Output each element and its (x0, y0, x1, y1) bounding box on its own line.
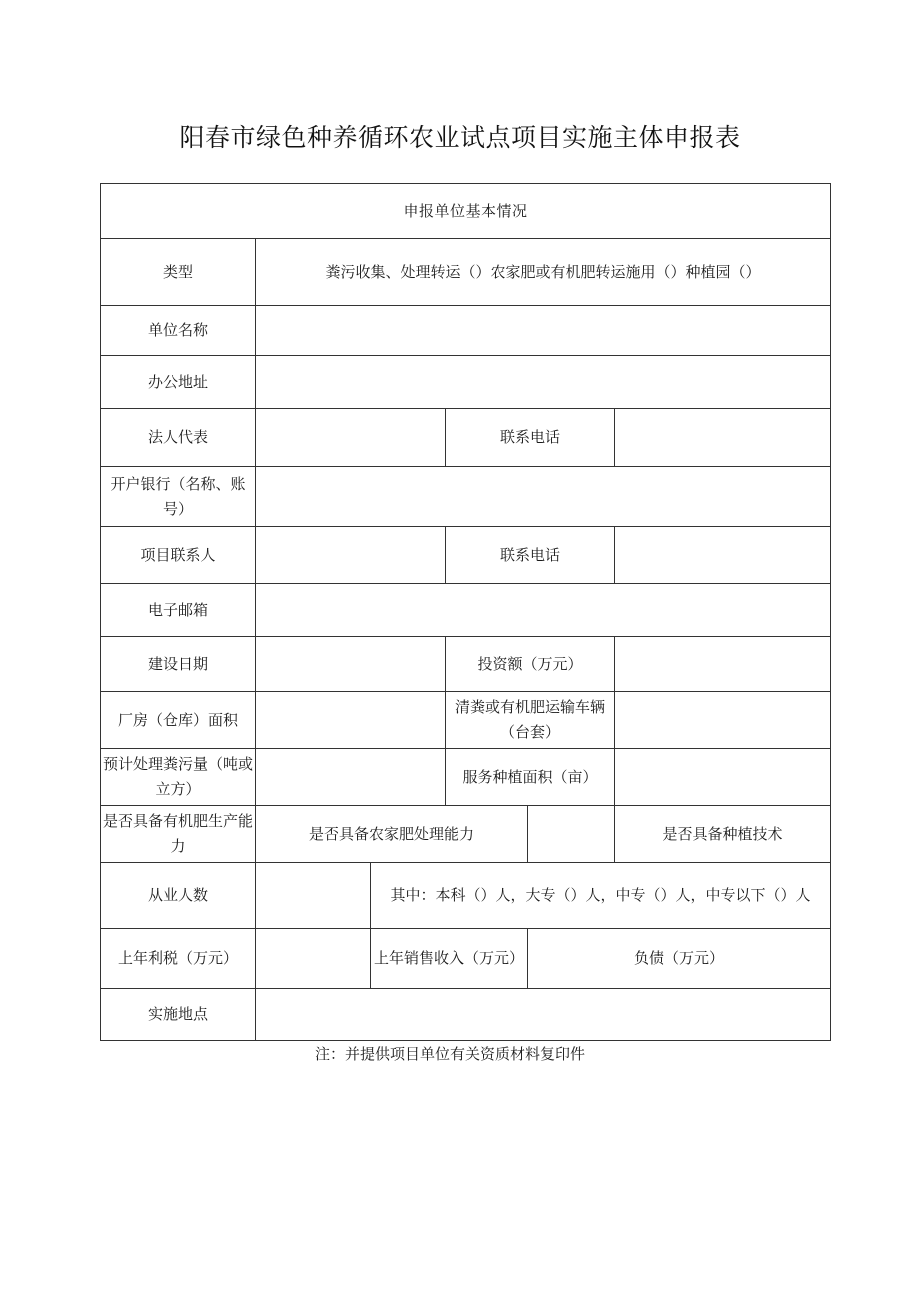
manure-volume-field[interactable] (256, 749, 446, 806)
investment-field[interactable] (615, 637, 831, 692)
manure-volume-row (101, 749, 831, 806)
project-contact-label: 项目联系人 (101, 527, 256, 584)
planting-area-field[interactable] (615, 749, 831, 806)
planting-tech-label: 是否具备种植技术 (615, 806, 831, 863)
email-label: 电子邮箱 (101, 584, 256, 637)
type-label: 类型 (101, 239, 256, 306)
bank-field[interactable] (256, 467, 831, 527)
investment-label: 投资额（万元） (446, 637, 615, 692)
organic-fertilizer-capability-label: 是否具备有机肥生产能力 (101, 806, 256, 863)
section-header-row (101, 184, 831, 239)
email-row (101, 584, 831, 637)
capability-row (101, 806, 831, 863)
build-date-label: 建设日期 (101, 637, 256, 692)
build-date-row (101, 637, 831, 692)
employees-breakdown[interactable]: 其中：本科（）人，大专（）人，中专（）人，中专以下（）人 (371, 863, 831, 929)
tax-label: 上年利税（万元） (101, 929, 256, 989)
site-row (101, 989, 831, 1041)
factory-area-field[interactable] (256, 692, 446, 749)
factory-area-row (101, 692, 831, 749)
manure-volume-label: 预计处理粪污量（吨或立方） (101, 749, 256, 806)
debt-label: 负债（万元） (528, 929, 831, 989)
project-contact-row (101, 527, 831, 584)
project-contact-phone-field[interactable] (615, 527, 831, 584)
legal-rep-phone-label: 联系电话 (446, 409, 615, 467)
vehicles-field[interactable] (615, 692, 831, 749)
tax-field[interactable] (256, 929, 371, 989)
office-address-field[interactable] (256, 356, 831, 409)
unit-name-field[interactable] (256, 306, 831, 356)
section-header: 申报单位基本情况 (101, 184, 831, 239)
farm-manure-capability-label: 是否具备农家肥处理能力 (256, 806, 528, 863)
vehicles-label: 清粪或有机肥运输车辆（台套） (446, 692, 615, 749)
footnote: 注：并提供项目单位有关资质材料复印件 (314, 1045, 585, 1063)
unit-name-label: 单位名称 (101, 306, 256, 356)
legal-rep-phone-field[interactable] (615, 409, 831, 467)
legal-rep-row (101, 409, 831, 467)
email-field[interactable] (256, 584, 831, 637)
factory-area-label: 厂房（仓库）面积 (101, 692, 256, 749)
type-row (101, 239, 831, 306)
legal-rep-label: 法人代表 (101, 409, 256, 467)
employees-label: 从业人数 (101, 863, 256, 929)
planting-area-label: 服务种植面积（亩） (446, 749, 615, 806)
finance-row (101, 929, 831, 989)
farm-manure-capability-field[interactable] (528, 806, 615, 863)
office-address-row (101, 356, 831, 409)
page-title: 阳春市绿色种养循环农业试点项目实施主体申报表 (179, 123, 741, 152)
project-contact-phone-label: 联系电话 (446, 527, 615, 584)
site-field[interactable] (256, 989, 831, 1041)
legal-rep-field[interactable] (256, 409, 446, 467)
unit-name-row (101, 306, 831, 356)
bank-label: 开户银行（名称、账号） (101, 467, 256, 527)
office-address-label: 办公地址 (101, 356, 256, 409)
employees-field[interactable] (256, 863, 371, 929)
site-label: 实施地点 (101, 989, 256, 1041)
application-form-table (100, 183, 831, 1041)
build-date-field[interactable] (256, 637, 446, 692)
employees-row (101, 863, 831, 929)
type-options[interactable]: 粪污收集、处理转运（）农家肥或有机肥转运施用（）种植园（） (256, 239, 831, 306)
project-contact-field[interactable] (256, 527, 446, 584)
bank-row (101, 467, 831, 527)
revenue-label: 上年销售收入（万元） (371, 929, 528, 989)
